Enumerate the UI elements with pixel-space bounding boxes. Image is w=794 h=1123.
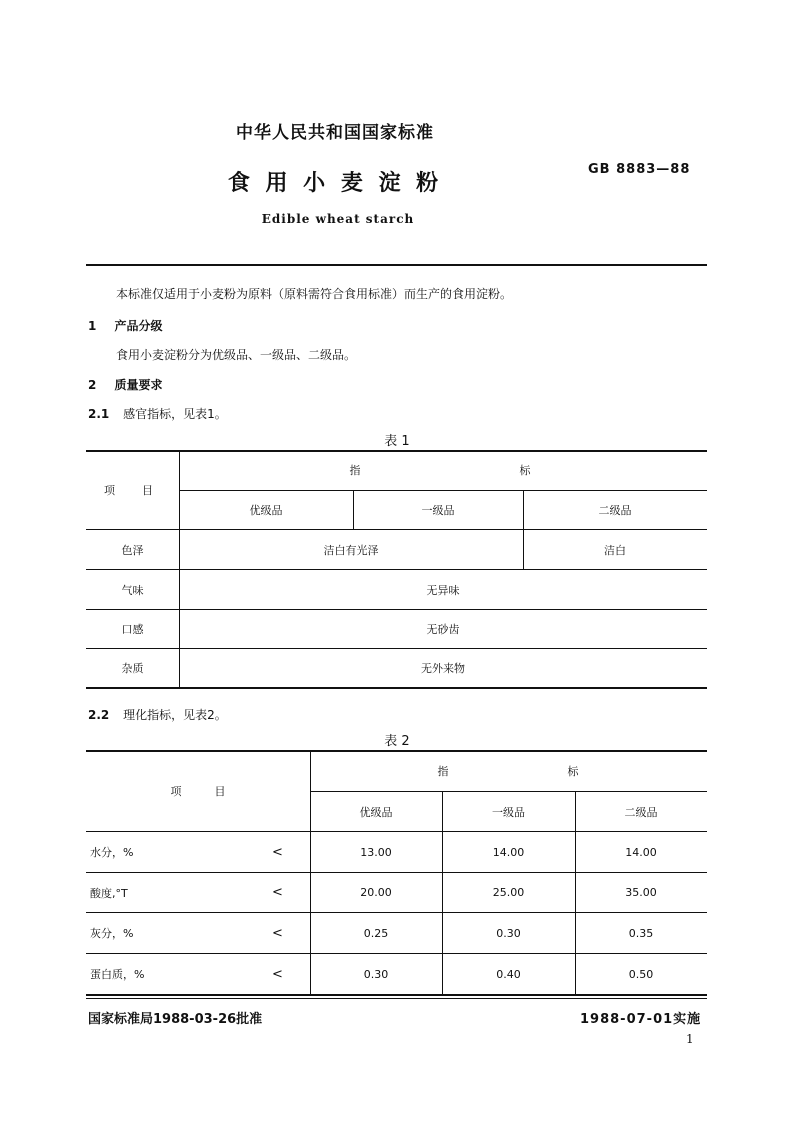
standard-code: GB 8883—88 bbox=[588, 162, 691, 177]
table-cell: 0.30 bbox=[363, 967, 389, 981]
table-cell: 35.00 bbox=[625, 886, 657, 899]
header-rule bbox=[86, 264, 707, 266]
table-cell: 无外来物 bbox=[421, 662, 465, 675]
table-cell: 无异味 bbox=[426, 583, 460, 597]
table-cell: 洁白 bbox=[604, 543, 626, 557]
grade-premium: 优级品 bbox=[359, 805, 393, 819]
section-1-text: 食用小麦淀粉分为优级品、一级品、二级品。 bbox=[116, 348, 357, 362]
section-title: 产品分级 bbox=[114, 319, 163, 333]
index-header-right: 标 bbox=[519, 464, 531, 477]
table-row-label: 色泽 bbox=[121, 543, 144, 557]
issuing-body-title: 中华人民共和国国家标准 bbox=[236, 123, 434, 143]
grade-second: 二级品 bbox=[624, 805, 658, 819]
item-header: 项 目 bbox=[170, 785, 226, 798]
section-2-2 bbox=[88, 706, 227, 723]
table-cell: 0.25 bbox=[363, 926, 389, 940]
grade-second: 二级品 bbox=[598, 504, 632, 517]
grade-first: 一级品 bbox=[421, 504, 455, 517]
section-title: 质量要求 bbox=[114, 378, 163, 392]
table-cell: 25.00 bbox=[492, 886, 525, 899]
approval-line: 国家标准局1988-03-26批准 bbox=[88, 1012, 263, 1027]
less-than-sign: < bbox=[272, 844, 283, 860]
footer-rule bbox=[86, 998, 707, 999]
table-cell: 0.40 bbox=[496, 967, 521, 981]
grade-premium: 优级品 bbox=[249, 504, 283, 517]
section-text: 感官指标，见表1。 bbox=[123, 407, 227, 421]
section-2-1 bbox=[88, 405, 227, 422]
table-cell: 洁白有光泽 bbox=[323, 543, 379, 557]
table-cell: 14.00 bbox=[625, 845, 657, 859]
table-2-caption: 表 2 bbox=[384, 734, 410, 749]
page-number: 1 bbox=[686, 1032, 694, 1046]
index-header-left: 指 bbox=[349, 464, 361, 477]
section-number: 2 bbox=[88, 378, 97, 392]
table-bottom-rule bbox=[86, 994, 707, 996]
table-1-caption: 表 1 bbox=[384, 434, 410, 449]
table-row-label: 灰分，% bbox=[90, 927, 134, 940]
section-text: 理化指标，见表2。 bbox=[123, 708, 227, 722]
index-header-right: 标 bbox=[567, 765, 579, 778]
section-number: 2.2 bbox=[88, 708, 110, 722]
less-than-sign: < bbox=[272, 966, 283, 982]
english-title: Edible wheat starch bbox=[261, 212, 415, 226]
section-1-heading bbox=[88, 317, 163, 334]
table-cell: 0.35 bbox=[628, 926, 654, 940]
index-header-left: 指 bbox=[437, 765, 449, 778]
table-cell: 14.00 bbox=[492, 845, 525, 859]
table-row-label: 蛋白质，% bbox=[90, 968, 145, 981]
effective-date: 1988-07-01实施 bbox=[580, 1012, 702, 1027]
table-cell: 0.30 bbox=[496, 926, 521, 940]
grade-first: 一级品 bbox=[492, 805, 525, 819]
scope-paragraph: 本标准仅适用于小麦粉为原料（原料需符合食用标准）而生产的食用淀粉。 bbox=[116, 287, 513, 301]
section-number: 2.1 bbox=[88, 407, 110, 421]
table-cell: 无砂齿 bbox=[426, 623, 460, 636]
table-row-label: 气味 bbox=[121, 583, 144, 597]
section-2-heading bbox=[88, 376, 163, 393]
table-row-label: 杂质 bbox=[121, 662, 144, 675]
table-row-label: 水分，% bbox=[90, 846, 134, 859]
item-header: 项 目 bbox=[104, 484, 161, 497]
table-cell: 13.00 bbox=[360, 845, 392, 859]
document-title: 食 用 小 麦 淀 粉 bbox=[227, 171, 443, 196]
table-row-label: 酸度,°T bbox=[90, 886, 128, 900]
table-cell: 0.50 bbox=[628, 967, 654, 981]
table-row-label: 口感 bbox=[121, 623, 144, 636]
less-than-sign: < bbox=[272, 885, 283, 900]
section-number: 1 bbox=[88, 319, 97, 333]
table-cell: 20.00 bbox=[360, 886, 392, 899]
less-than-sign: < bbox=[272, 925, 283, 941]
